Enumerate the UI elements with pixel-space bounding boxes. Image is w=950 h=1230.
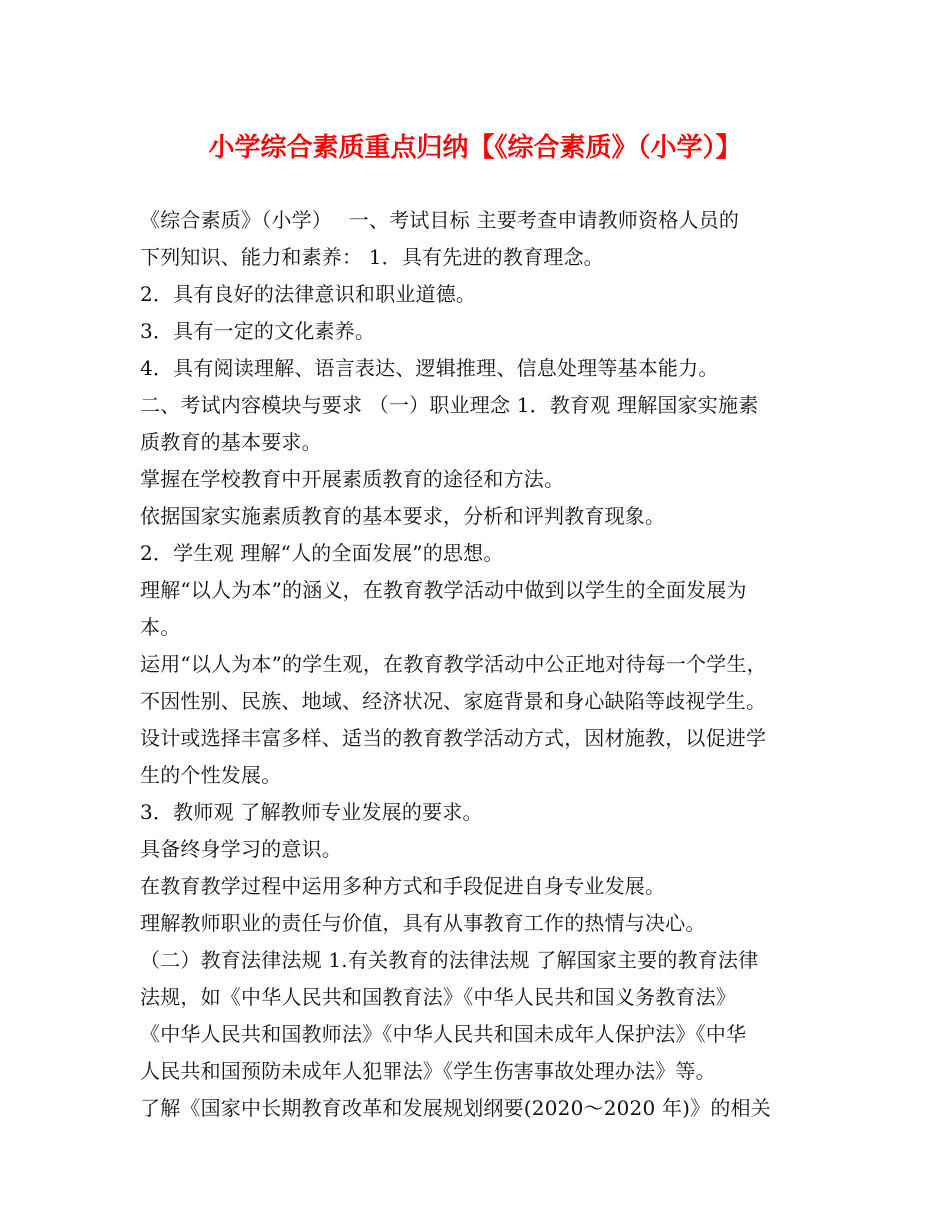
body-line: 《中华人民共和国教师法》《中华人民共和国未成年人保护法》《中华 <box>140 1022 747 1046</box>
body-line: （二）教育法律法规 1.有关教育的法律法规 了解国家主要的教育法律 <box>140 948 759 972</box>
body-line: 不因性别、民族、地域、经济状况、家庭背景和身心缺陷等歧视学生。 <box>140 689 767 713</box>
body-line: 人民共和国预防未成年人犯罪法》《学生伤害事故处理办法》等。 <box>140 1059 716 1083</box>
body-line: 法规，如《中华人民共和国教育法》《中华人民共和国义务教育法》 <box>140 985 736 1009</box>
document-title: 小学综合素质重点归纳【《综合素质》（小学）】 <box>208 133 742 163</box>
body-line: 本。 <box>140 615 181 639</box>
body-line: 在教育教学过程中运用多种方式和手段促进自身专业发展。 <box>140 874 666 898</box>
body-line: 《综合素质》（小学） 一、考试目标 主要考查申请教师资格人员的 <box>140 208 740 232</box>
document-body <box>140 202 830 1127</box>
body-line: 2．学生观 理解“人的全面发展”的思想。 <box>140 541 504 565</box>
body-line: 质教育的基本要求。 <box>140 430 322 454</box>
body-line: 具备终身学习的意识。 <box>140 837 342 861</box>
body-line: 设计或选择丰富多样、适当的教育教学活动方式，因材施教，以促进学 <box>140 726 767 750</box>
body-line: 生的个性发展。 <box>140 763 282 787</box>
body-line: 理解教师职业的责任与价值，具有从事教育工作的热情与决心。 <box>140 911 706 935</box>
body-line: 3．具有一定的文化素养。 <box>140 319 376 343</box>
body-line: 二、考试内容模块与要求 （一）职业理念 1．教育观 理解国家实施素 <box>140 393 759 417</box>
body-line: 了解《国家中长期教育改革和发展规划纲要(2020～2020 年)》的相关 <box>140 1096 771 1120</box>
body-line: 2．具有良好的法律意识和职业道德。 <box>140 282 477 306</box>
body-line: 运用“以人为本”的学生观，在教育教学活动中公正地对待每一个学生， <box>140 652 767 676</box>
body-line: 理解“以人为本”的涵义，在教育教学活动中做到以学生的全面发展为 <box>140 578 747 602</box>
body-line: 下列知识、能力和素养： 1．具有先进的教育理念。 <box>140 245 604 269</box>
body-line: 4．具有阅读理解、语言表达、逻辑推理、信息处理等基本能力。 <box>140 356 719 380</box>
body-line: 依据国家实施素质教育的基本要求，分析和评判教育现象。 <box>140 504 666 528</box>
body-line: 3．教师观 了解教师专业发展的要求。 <box>140 800 483 824</box>
body-line: 掌握在学校教育中开展素质教育的途径和方法。 <box>140 467 565 491</box>
